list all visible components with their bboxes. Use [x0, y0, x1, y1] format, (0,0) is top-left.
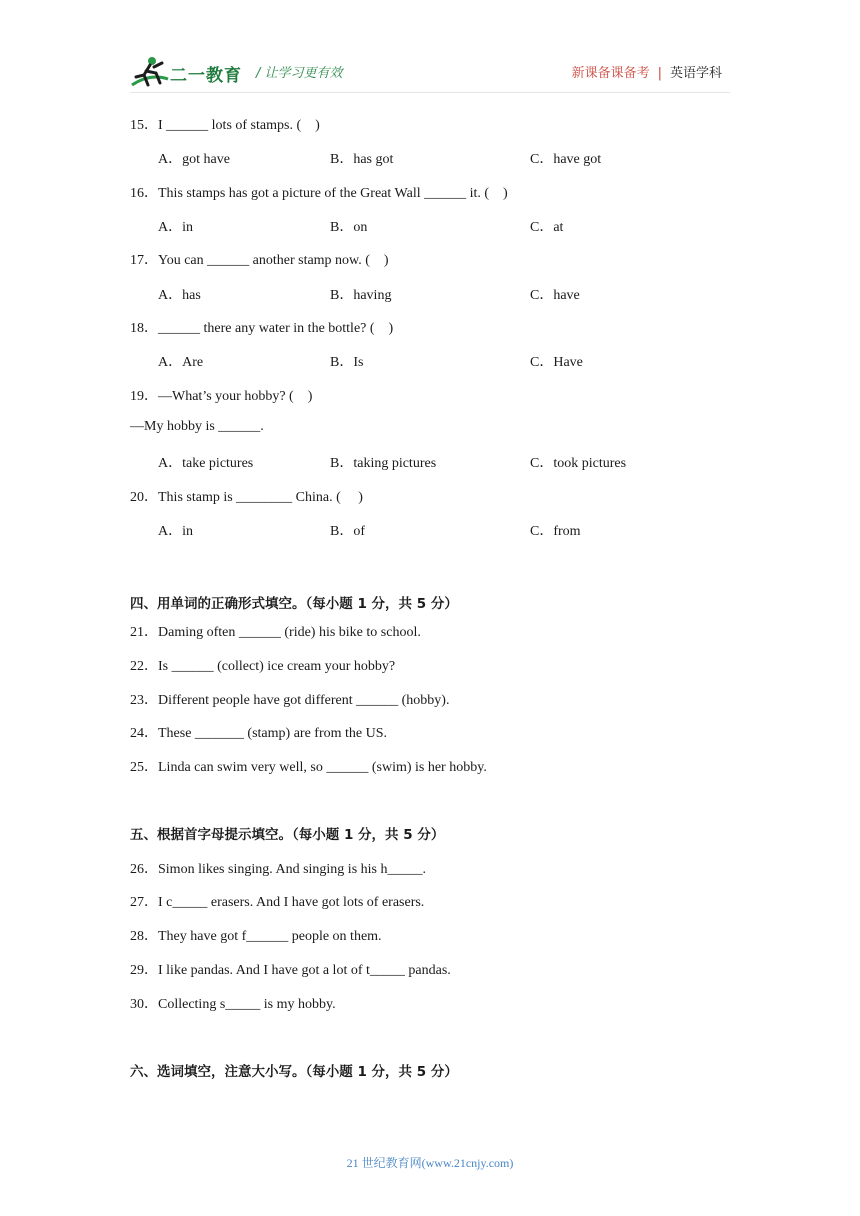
question-stem: 18．______ there any water in the bottle? ( )	[130, 321, 394, 336]
option-a[interactable]: A．has	[158, 288, 201, 303]
option-a[interactable]: A．in	[158, 220, 193, 235]
option-a[interactable]: A．in	[158, 524, 193, 539]
question-stem: 15．I ______ lots of stamps. ( )	[130, 118, 320, 133]
option-c[interactable]: C．have	[530, 288, 580, 303]
header-separator: |	[657, 66, 662, 81]
option-c[interactable]: C．have got	[530, 152, 602, 167]
option-c[interactable]: C．from	[530, 524, 581, 539]
fill-blank-question: 21．Daming often ______ (ride) his bike to school.	[130, 625, 421, 640]
option-b[interactable]: B．having	[330, 288, 392, 303]
option-b[interactable]: B．of	[330, 524, 365, 539]
section-title: 四、用单词的正确形式填空。（每小题 1 分，共 5 分）	[130, 596, 458, 612]
option-c[interactable]: C．took pictures	[530, 456, 627, 471]
slogan: / 让学习更有效	[256, 66, 343, 81]
fill-blank-question: 28．They have got f______ people on them.	[130, 929, 382, 944]
fill-blank-question: 26．Simon likes singing. And singing is his h_____.	[130, 862, 426, 877]
section-title: 五、根据首字母提示填空。（每小题 1 分，共 5 分）	[130, 827, 445, 843]
logo	[130, 55, 240, 91]
fill-blank-question: 29．I like pandas. And I have got a lot of t_____ pandas.	[130, 963, 451, 978]
question-stem: 17．You can ______ another stamp now. ( )	[130, 253, 389, 268]
section-title: 六、选词填空，注意大小写。（每小题 1 分，共 5 分）	[130, 1064, 458, 1080]
logo-text: 二一教育	[170, 66, 242, 86]
question-answer-line: —My hobby is ______.	[130, 419, 264, 434]
page-header	[0, 0, 860, 100]
header-divider	[130, 92, 730, 93]
header-course-label: 新课备课备考	[571, 66, 650, 81]
option-b[interactable]: B．Is	[330, 355, 364, 370]
option-a[interactable]: A．Are	[158, 355, 204, 370]
fill-blank-question: 25．Linda can swim very well, so ______ (swim) is her hobby.	[130, 760, 487, 775]
question-stem: 19．—What’s your hobby? ( )	[130, 389, 313, 404]
option-b[interactable]: B．taking pictures	[330, 456, 437, 471]
runner-logo-icon	[130, 55, 170, 91]
fill-blank-question: 24．These _______ (stamp) are from the US.	[130, 726, 387, 741]
fill-blank-question: 22．Is ______ (collect) ice cream your hobby?	[130, 659, 396, 674]
fill-blank-question: 23．Different people have got different ______ (hobby).	[130, 693, 450, 708]
question-stem: 20．This stamp is ________ China. ( )	[130, 490, 363, 505]
header-subject-label: 英语学科	[669, 66, 722, 81]
page-footer[interactable]: 21 世纪教育网(www.21cnjy.com)	[346, 1156, 514, 1170]
option-c[interactable]: C．at	[530, 220, 564, 235]
option-a[interactable]: A．take pictures	[158, 456, 254, 471]
question-stem: 16．This stamps has got a picture of the Great Wall ______ it. ( )	[130, 186, 508, 201]
option-b[interactable]: B．on	[330, 220, 368, 235]
option-a[interactable]: A．got have	[158, 152, 230, 167]
option-c[interactable]: C．Have	[530, 355, 583, 370]
header-subject	[572, 62, 722, 81]
option-b[interactable]: B．has got	[330, 152, 394, 167]
fill-blank-question: 27．I c_____ erasers. And I have got lots of erasers.	[130, 895, 425, 910]
fill-blank-question: 30．Collecting s_____ is my hobby.	[130, 997, 336, 1012]
